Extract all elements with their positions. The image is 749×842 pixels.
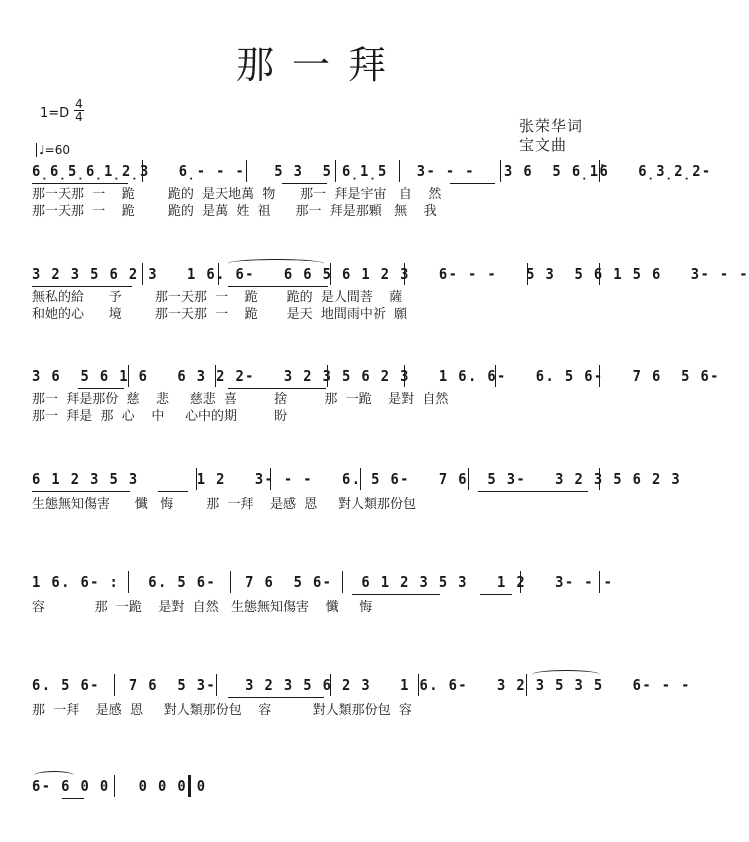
barline bbox=[468, 468, 469, 490]
time-numerator: 4 bbox=[75, 97, 83, 111]
beam-underline bbox=[78, 388, 124, 389]
lyricist-credit: 张荣华词 bbox=[519, 117, 584, 135]
barline bbox=[215, 365, 216, 387]
beam-underline bbox=[478, 491, 588, 492]
key-signature: 1=D bbox=[40, 106, 70, 121]
time-denominator: 4 bbox=[75, 110, 83, 124]
beam-underline bbox=[32, 491, 130, 492]
tie-mark bbox=[532, 670, 600, 679]
song-title: 那一拜 bbox=[235, 43, 404, 87]
barline bbox=[500, 160, 501, 182]
tie-mark bbox=[34, 771, 74, 780]
barline bbox=[599, 571, 600, 593]
lyric-verse-1: 那一天那 一 跪 跪的 是天地萬 物 那一 拜是宇宙 自 然 bbox=[32, 187, 442, 202]
barline bbox=[114, 775, 115, 797]
time-signature bbox=[74, 98, 84, 123]
final-barline bbox=[188, 775, 191, 797]
lyric-verse-1: 那 一拜 是感 恩 對人類那份包 容 對人類那份包 容 bbox=[32, 703, 412, 718]
barline bbox=[404, 365, 405, 387]
barline bbox=[360, 468, 361, 490]
barline bbox=[142, 160, 143, 182]
notation-line: 1 6. 6- : 6. 5 6- 7 6 5 6- 6 1 2 3 5 3 1 2 3- - - bbox=[32, 573, 614, 591]
beam-underline bbox=[62, 798, 84, 799]
barline bbox=[270, 468, 271, 490]
barline bbox=[114, 674, 115, 696]
barline bbox=[520, 571, 521, 593]
notation-line: 6- 6 0 0 0 0 0 0 bbox=[32, 777, 207, 795]
barline bbox=[128, 365, 129, 387]
lyric-verse-1: 那一 拜是那份 慈 悲 慈悲 喜 捨 那 一跪 是對 自然 bbox=[32, 392, 449, 407]
beam-underline bbox=[450, 183, 495, 184]
barline bbox=[330, 263, 331, 285]
lyric-verse-1: 容 那 一跪 是對 自然 生態無知傷害 懺 悔 bbox=[32, 600, 373, 615]
barline bbox=[399, 160, 400, 182]
notation-line: 6. 5 6- 7 6 5 3- 3 2 3 5 6 2 3 1 6. 6- 3 2 3 5 3 5 6- - - bbox=[32, 676, 691, 694]
lyric-verse-1: 無私的給 予 那一天那 一 跪 跪的 是人間菩 薩 bbox=[32, 290, 403, 305]
beam-underline bbox=[228, 388, 326, 389]
barline bbox=[216, 674, 217, 696]
barline bbox=[599, 365, 600, 387]
barline bbox=[330, 674, 331, 696]
beam-underline bbox=[352, 594, 440, 595]
barline bbox=[404, 263, 405, 285]
lyric-verse-2: 那一天那 一 跪 跪的 是萬 姓 祖 那一 拜是那顆 無 我 bbox=[32, 204, 437, 219]
lyric-verse-1: 生態無知傷害 懺 悔 那 一拜 是感 恩 對人類那份包 bbox=[32, 497, 416, 512]
barline bbox=[527, 263, 528, 285]
beam-underline bbox=[228, 697, 324, 698]
notation-line: 3 2 3 5 6 2 3 1 6. 6- 6 6 5 6 1 2 3 6- - - 5 3 5 6 1 5 6 3- - - bbox=[32, 265, 749, 283]
lyric-verse-2: 和她的心 境 那一天那 一 跪 是天 地間雨中祈 願 bbox=[32, 307, 408, 322]
notation-line: 6̣6̣5̣6̣1̣2̣3 6̣- - - 5 3 5 6̣1̣5 3- - - 3 6 5 6̣1̇6 6̣3̣2̣2- bbox=[32, 162, 712, 180]
lyric-verse-2: 那一 拜是 那 心 中 心中的期 盼 bbox=[32, 409, 288, 424]
barline bbox=[418, 674, 419, 696]
beam-underline bbox=[32, 286, 132, 287]
barline bbox=[230, 571, 231, 593]
barline bbox=[246, 160, 247, 182]
barline bbox=[599, 160, 600, 182]
notation-line: 6 1 2 3 5 3 1 2 3- - - 6. 5 6- 7 6 5 3- 3 2 3 5 6 2 3 bbox=[32, 470, 682, 488]
barline bbox=[327, 365, 328, 387]
beam-underline bbox=[282, 183, 327, 184]
repeat-barline bbox=[128, 571, 129, 593]
barline bbox=[526, 674, 527, 696]
barline bbox=[599, 468, 600, 490]
barline bbox=[142, 263, 143, 285]
beam-underline bbox=[158, 491, 188, 492]
beam-underline bbox=[480, 594, 512, 595]
notation-line: 3 6 5 6 1 6 6 3 2 2- 3 2 3 5 6 2 3 1 6. 6- 6. 5 6- 7 6 5 6- bbox=[32, 367, 720, 385]
composer-credit: 宝文曲 bbox=[519, 136, 568, 154]
barline bbox=[335, 160, 336, 182]
tempo-marking: ♩=60 bbox=[36, 143, 70, 157]
barline bbox=[495, 365, 496, 387]
barline bbox=[218, 263, 219, 285]
beam-underline bbox=[228, 286, 328, 287]
beam-underline bbox=[32, 183, 128, 184]
slur-mark bbox=[228, 259, 324, 268]
barline bbox=[599, 263, 600, 285]
barline bbox=[342, 571, 343, 593]
barline bbox=[196, 468, 197, 490]
